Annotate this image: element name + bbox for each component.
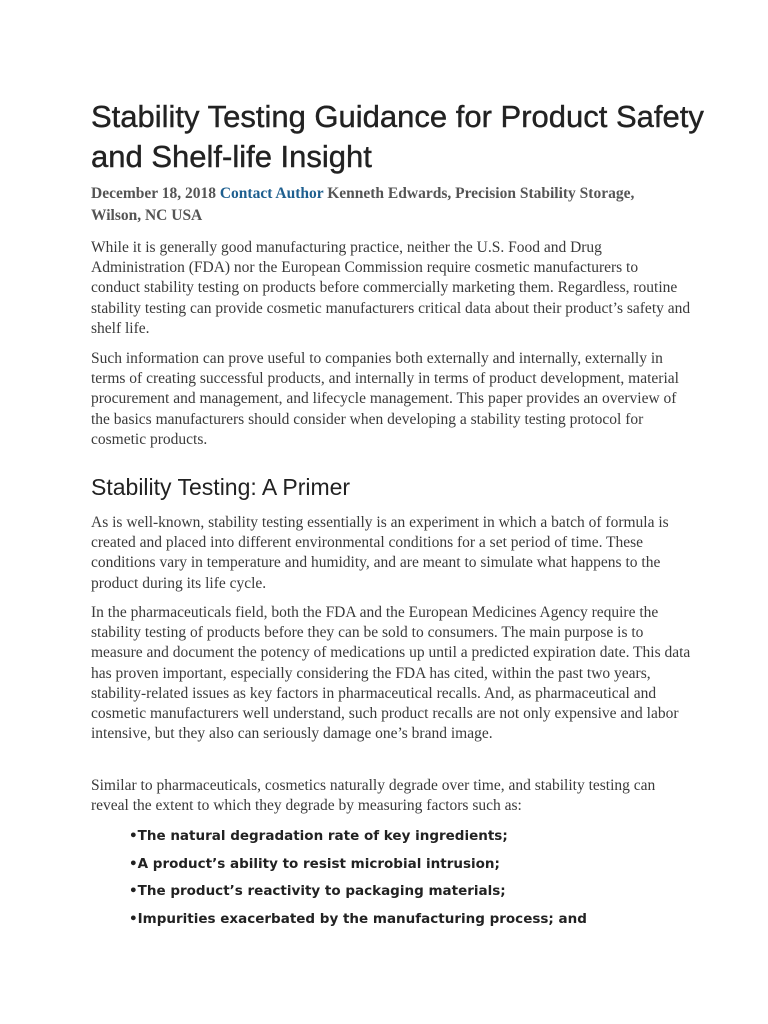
publish-date: December 18, 2018	[91, 185, 216, 202]
list-item-text: Impurities exacerbated by the manufacturing process; and	[137, 910, 587, 927]
list-item	[129, 826, 729, 854]
list-item-text: The product’s reactivity to packaging materials;	[137, 883, 506, 899]
section-paragraph-1: As is well-known, stability testing essentially is an experiment in which a batch of formula is created and placed into different environmental conditions for a set period of time. These conditions vary in temperature and humidity, and are meant to simulate what happens to the product during its life cycle.	[91, 514, 669, 592]
list-item-text: The natural degradation rate of key ingredients;	[137, 828, 508, 844]
article-title: Stability Testing Guidance for Product Safety and Shelf-life Insight	[91, 99, 704, 174]
list-item	[129, 854, 729, 882]
intro-paragraph-2: Such information can prove useful to companies both externally and internally, externally in terms of creating successful products, and internally in terms of product development, material procurement and management, and lifecycle management. This paper provides an overview of the basics manufacturers should consider when developing a stability testing protocol for cosmetic products.	[91, 350, 679, 448]
intro-paragraph-1: While it is generally good manufacturing practice, neither the U.S. Food and Drug Administration (FDA) nor the European Commission require cosmetic manufacturers to conduct stability testing on products before commercially marketing them. Regardless, routine stability testing can provide cosmetic manufacturers critical data about their product’s safety and shelf life.	[91, 239, 691, 337]
section-heading: Stability Testing: A Primer	[91, 474, 351, 500]
bullet-dot: •	[129, 910, 138, 927]
bullet-dot: •	[129, 855, 138, 872]
section-paragraph-2: In the pharmaceuticals field, both the FDA and the European Medicines Agency require the stability testing of products before they can be sold to consumers. The main purpose is to measure and document the potency of medications up until a predicted expiration date. This data has proven important, especially considering the FDA has cited, within the past two years, stability-related issues as key factors in pharmaceutical recalls. And, as pharmaceutical and cosmetic manufacturers well understand, such product recalls are not only expensive and labor intensive, but they also can seriously damage one’s brand image.	[91, 604, 691, 743]
bullet-dot: •	[129, 828, 138, 844]
list-item-text: A product’s ability to resist microbial intrusion;	[137, 855, 500, 872]
list-item	[129, 909, 729, 937]
list-item	[129, 881, 729, 909]
section-paragraph-3: Similar to pharmaceuticals, cosmetics naturally degrade over time, and stability testing can reveal the extent to which they degrade by measuring factors such as:	[91, 777, 656, 815]
article-byline	[91, 183, 681, 227]
author-name: Kenneth Edwards, Precision Stability Storage, Wilson, NC USA	[91, 185, 635, 224]
factor-list	[129, 826, 729, 936]
bullet-dot: •	[129, 883, 138, 899]
contact-author-link[interactable]: Contact Author	[219, 185, 324, 202]
